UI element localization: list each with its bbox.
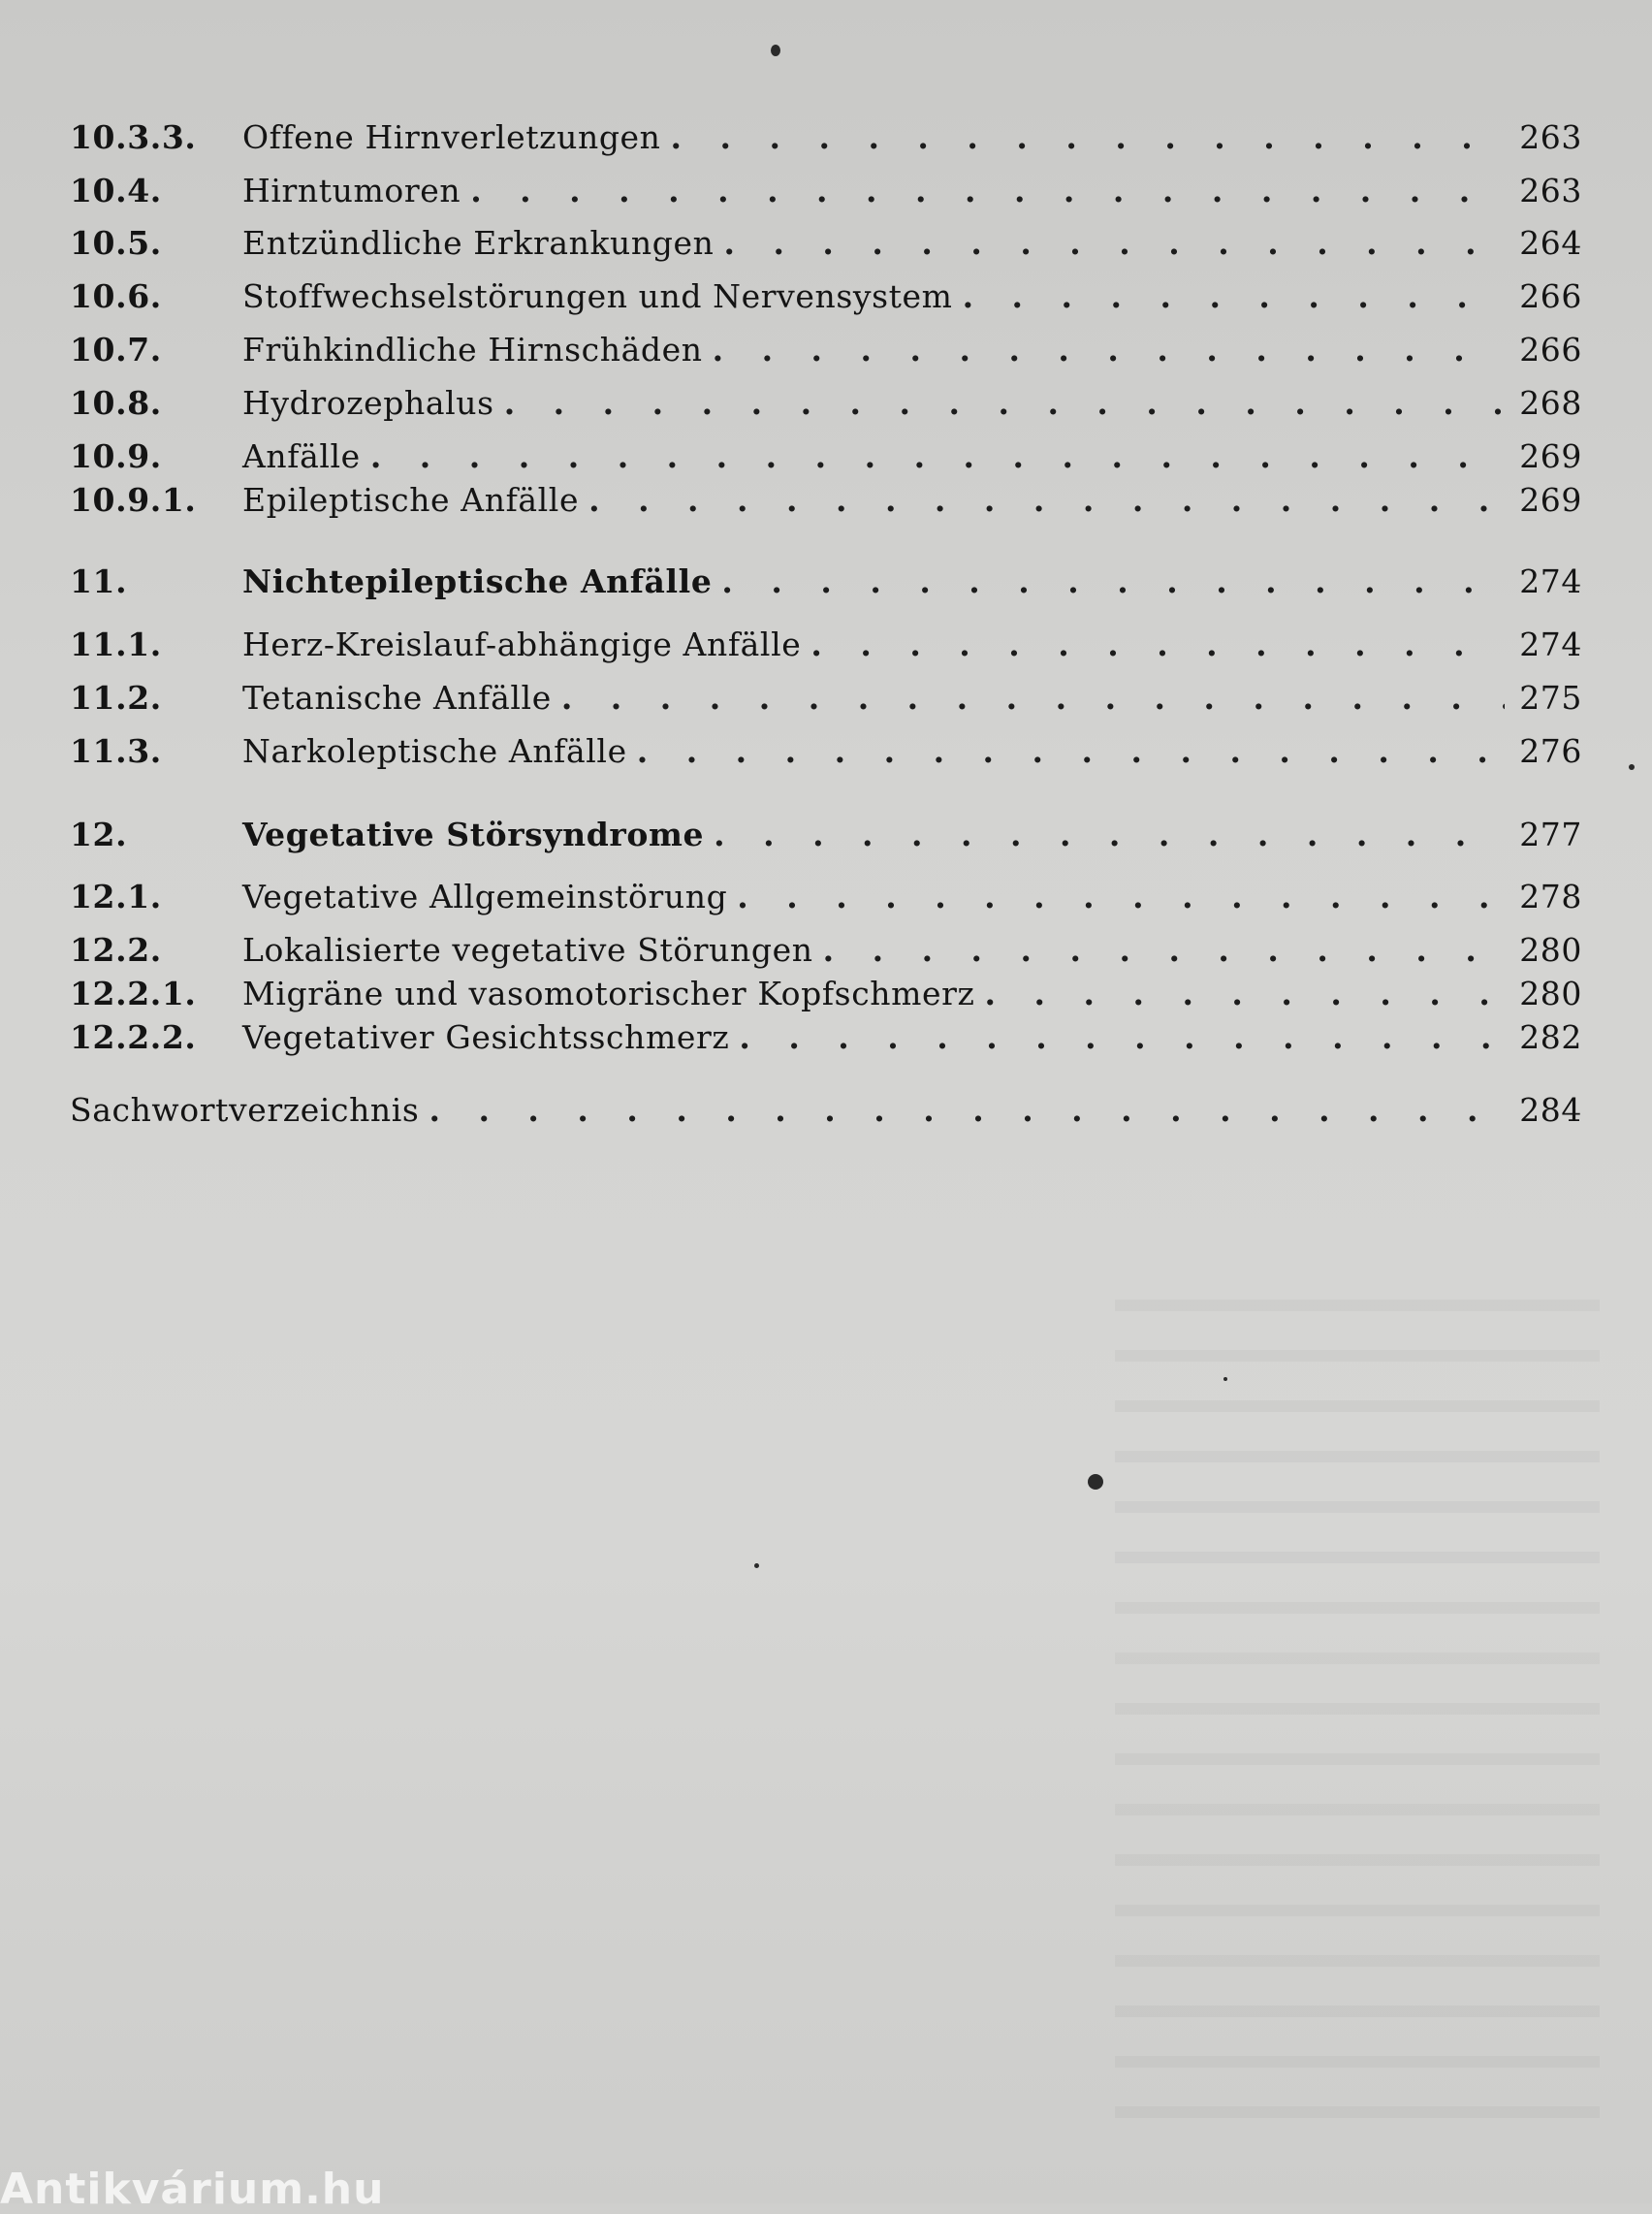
section-title: Vegetative Allgemeinstörung	[242, 878, 728, 915]
section-number: 10.9.	[70, 437, 162, 475]
chapter-title: Vegetative Störsyndrome	[242, 816, 705, 853]
toc-index-entry	[70, 1091, 1582, 1136]
section-title: Migräne und vasomotorischer Kopfschmerz	[242, 975, 975, 1012]
section-title: Hirntumoren	[242, 172, 461, 209]
paper-speck	[1088, 1474, 1103, 1490]
toc-entry	[70, 277, 1582, 322]
page-number: 277	[1519, 816, 1582, 853]
section-title: Epileptische Anfälle	[242, 481, 580, 519]
dot-leader	[963, 277, 1505, 315]
paper-speck	[754, 1563, 759, 1568]
page-number: 284	[1519, 1091, 1582, 1129]
dot-leader	[470, 172, 1505, 209]
page-number: 274	[1519, 626, 1582, 663]
dot-leader	[588, 481, 1505, 519]
section-number: 10.4.	[70, 172, 162, 209]
toc-entry	[70, 331, 1582, 375]
page-number: 282	[1519, 1018, 1582, 1056]
toc-entry	[70, 384, 1582, 429]
dot-leader	[504, 384, 1505, 422]
section-number: 10.8.	[70, 384, 162, 422]
paper-speck	[1629, 764, 1635, 770]
dot-leader	[985, 975, 1505, 1012]
toc-entry	[70, 878, 1582, 922]
dot-leader	[810, 626, 1505, 663]
toc-entry	[70, 481, 1582, 526]
page-number: 269	[1519, 481, 1582, 519]
page-number: 280	[1519, 975, 1582, 1012]
toc-entry	[70, 679, 1582, 723]
page-number: 276	[1519, 732, 1582, 770]
section-title: Anfälle	[242, 437, 361, 475]
section-title: Stoffwechselstörungen und Nervensystem	[242, 277, 953, 315]
paper-speck	[1223, 1377, 1227, 1381]
toc-entry	[70, 1018, 1582, 1063]
chapter-title: Nichtepileptische Anfälle	[242, 562, 713, 600]
dot-leader	[723, 224, 1505, 262]
page-number: 275	[1519, 679, 1582, 717]
toc-entry	[70, 931, 1582, 976]
section-title: Lokalisierte vegetative Störungen	[242, 931, 813, 969]
section-number: 10.7.	[70, 331, 162, 369]
toc-entry	[70, 732, 1582, 777]
section-number: 10.6.	[70, 277, 162, 315]
watermark: Antikvárium.hu	[0, 2165, 385, 2214]
index-title: Sachwortverzeichnis	[70, 1091, 420, 1129]
section-title: Offene Hirnverletzungen	[242, 118, 661, 156]
section-number: 12.2.1.	[70, 975, 197, 1012]
dot-leader	[637, 732, 1505, 770]
toc-entry	[70, 172, 1582, 216]
toc-entry	[70, 437, 1582, 482]
page-number: 268	[1519, 384, 1582, 422]
section-title: Frühkindliche Hirnschäden	[242, 331, 703, 369]
page-number: 280	[1519, 931, 1582, 969]
page-number: 263	[1519, 118, 1582, 156]
page-number: 266	[1519, 277, 1582, 315]
page-number: 274	[1519, 562, 1582, 600]
chapter-number: 11.	[70, 562, 128, 600]
section-title: Entzündliche Erkrankungen	[242, 224, 715, 262]
section-number: 12.1.	[70, 878, 162, 915]
dot-leader	[713, 331, 1505, 369]
dot-leader	[739, 1018, 1505, 1056]
page-number: 266	[1519, 331, 1582, 369]
page-number: 269	[1519, 437, 1582, 475]
section-number: 11.2.	[70, 679, 162, 717]
section-title: Herz-Kreislauf-abhängige Anfälle	[242, 626, 802, 663]
dot-leader	[429, 1091, 1505, 1129]
toc-entry	[70, 975, 1582, 1019]
page-number: 263	[1519, 172, 1582, 209]
section-title: Hydrozephalus	[242, 384, 494, 422]
paper-speck	[771, 45, 780, 56]
section-title: Narkoleptische Anfälle	[242, 732, 627, 770]
section-number: 11.1.	[70, 626, 162, 663]
dot-leader	[721, 562, 1505, 600]
section-number: 10.3.3.	[70, 118, 197, 156]
page-number: 264	[1519, 224, 1582, 262]
chapter-number: 12.	[70, 816, 128, 853]
section-number: 12.2.	[70, 931, 162, 969]
toc-entry	[70, 626, 1582, 670]
section-number: 12.2.2.	[70, 1018, 197, 1056]
section-title: Tetanische Anfälle	[242, 679, 552, 717]
dot-leader	[823, 931, 1505, 969]
dot-leader	[671, 118, 1505, 156]
toc-chapter	[70, 562, 1582, 607]
section-number: 10.5.	[70, 224, 162, 262]
page-number: 278	[1519, 878, 1582, 915]
dot-leader	[370, 437, 1505, 475]
dot-leader	[737, 878, 1505, 915]
section-number: 11.3.	[70, 732, 162, 770]
toc-entry	[70, 224, 1582, 269]
dot-leader	[561, 679, 1505, 717]
toc-entry	[70, 118, 1582, 163]
toc-chapter	[70, 816, 1582, 860]
section-number: 10.9.1.	[70, 481, 197, 519]
dot-leader	[714, 816, 1505, 853]
section-title: Vegetativer Gesichtsschmerz	[242, 1018, 730, 1056]
